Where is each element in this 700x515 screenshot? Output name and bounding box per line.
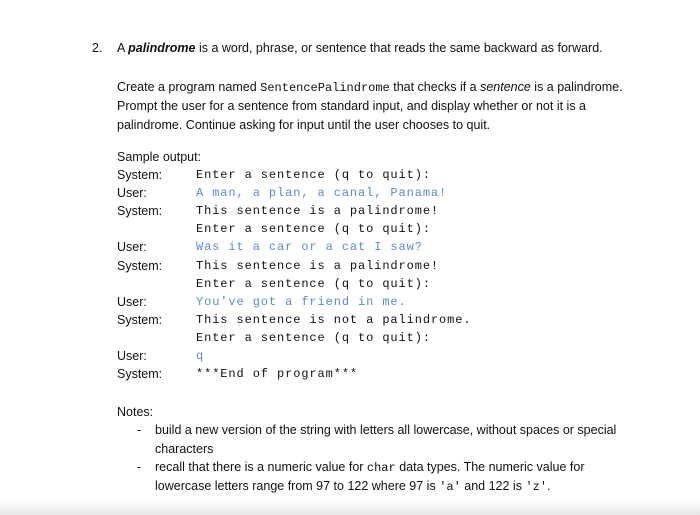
system-output-text: Enter a sentence (q to quit): [196, 276, 431, 291]
system-output-text: This sentence is a palindrome! [196, 204, 440, 219]
char-z-code: 'z' [525, 480, 548, 494]
user-input-text: A man, a plan, a canal, Panama! [196, 186, 448, 201]
system-output-text: Enter a sentence (q to quit): [196, 168, 431, 182]
sample-output-row [0, 349, 700, 367]
system-role-label: System: [117, 258, 163, 273]
bullet-dash: - [137, 460, 142, 474]
system-role-label: System: [117, 367, 163, 382]
sample-output-row [0, 367, 700, 385]
system-output-text: Enter a sentence (q to quit): [196, 330, 431, 345]
sample-output-row [0, 331, 700, 349]
class-name-code: SentencePalindrome [260, 81, 390, 95]
sample-output-row [0, 204, 700, 222]
sample-output-row [0, 186, 700, 204]
user-role-label: User: [117, 240, 147, 255]
system-output-text: Enter a sentence (q to quit): [196, 222, 431, 237]
user-input-text: q [196, 349, 205, 363]
sample-output-row [0, 277, 700, 295]
sentence-emphasis: sentence [480, 80, 531, 94]
system-output-text: ***End of program*** [196, 367, 359, 382]
sample-output-row [0, 259, 700, 277]
palindrome-term: palindrome [128, 41, 196, 55]
system-role-label: System: [117, 312, 163, 327]
system-output-text: This sentence is a palindrome! [196, 258, 440, 273]
sample-output-row [0, 313, 700, 331]
bullet-dash: - [137, 423, 142, 437]
system-role-label: System: [117, 168, 163, 182]
instructions-paragraph: Create a program named SentencePalindrome that checks if a sentence is a palindrome. Prompt the user for a sentence from standard input, and display whether or not it is a palindrome. Continue asking for input until the user chooses to quit. [117, 80, 623, 132]
user-input-text: Was it a car or a cat I saw? [196, 240, 423, 255]
user-role-label: User: [117, 186, 147, 201]
notes-label: Notes: [117, 405, 154, 419]
system-role-label: System: [117, 204, 163, 219]
user-role-label: User: [117, 349, 147, 363]
user-input-text: You've got a friend in me. [196, 294, 407, 309]
note-item: - build a new version of the string with letters all lowercase, without spaces or special characters [137, 423, 617, 456]
page-edge-shadow [0, 501, 700, 515]
sample-output-row [0, 222, 700, 240]
sample-output-row [0, 295, 700, 313]
sample-output-row [0, 240, 700, 258]
note-item: - recall that there is a numeric value for char data types. The numeric value for lowercase letters range from 97 to 122 where 97 is 'a' and 122 is 'z'. [137, 460, 585, 494]
system-output-text: This sentence is not a palindrome. [196, 312, 472, 327]
sample-output-row [0, 168, 700, 186]
char-type-code: char [366, 461, 396, 475]
user-role-label: User: [117, 294, 147, 309]
sample-output-label: Sample output: [117, 150, 202, 164]
question-number: 2. [92, 41, 103, 55]
question-statement: A palindrome is a word, phrase, or sentence that reads the same backward as forward. [117, 41, 603, 55]
char-a-code: 'a' [439, 480, 461, 494]
